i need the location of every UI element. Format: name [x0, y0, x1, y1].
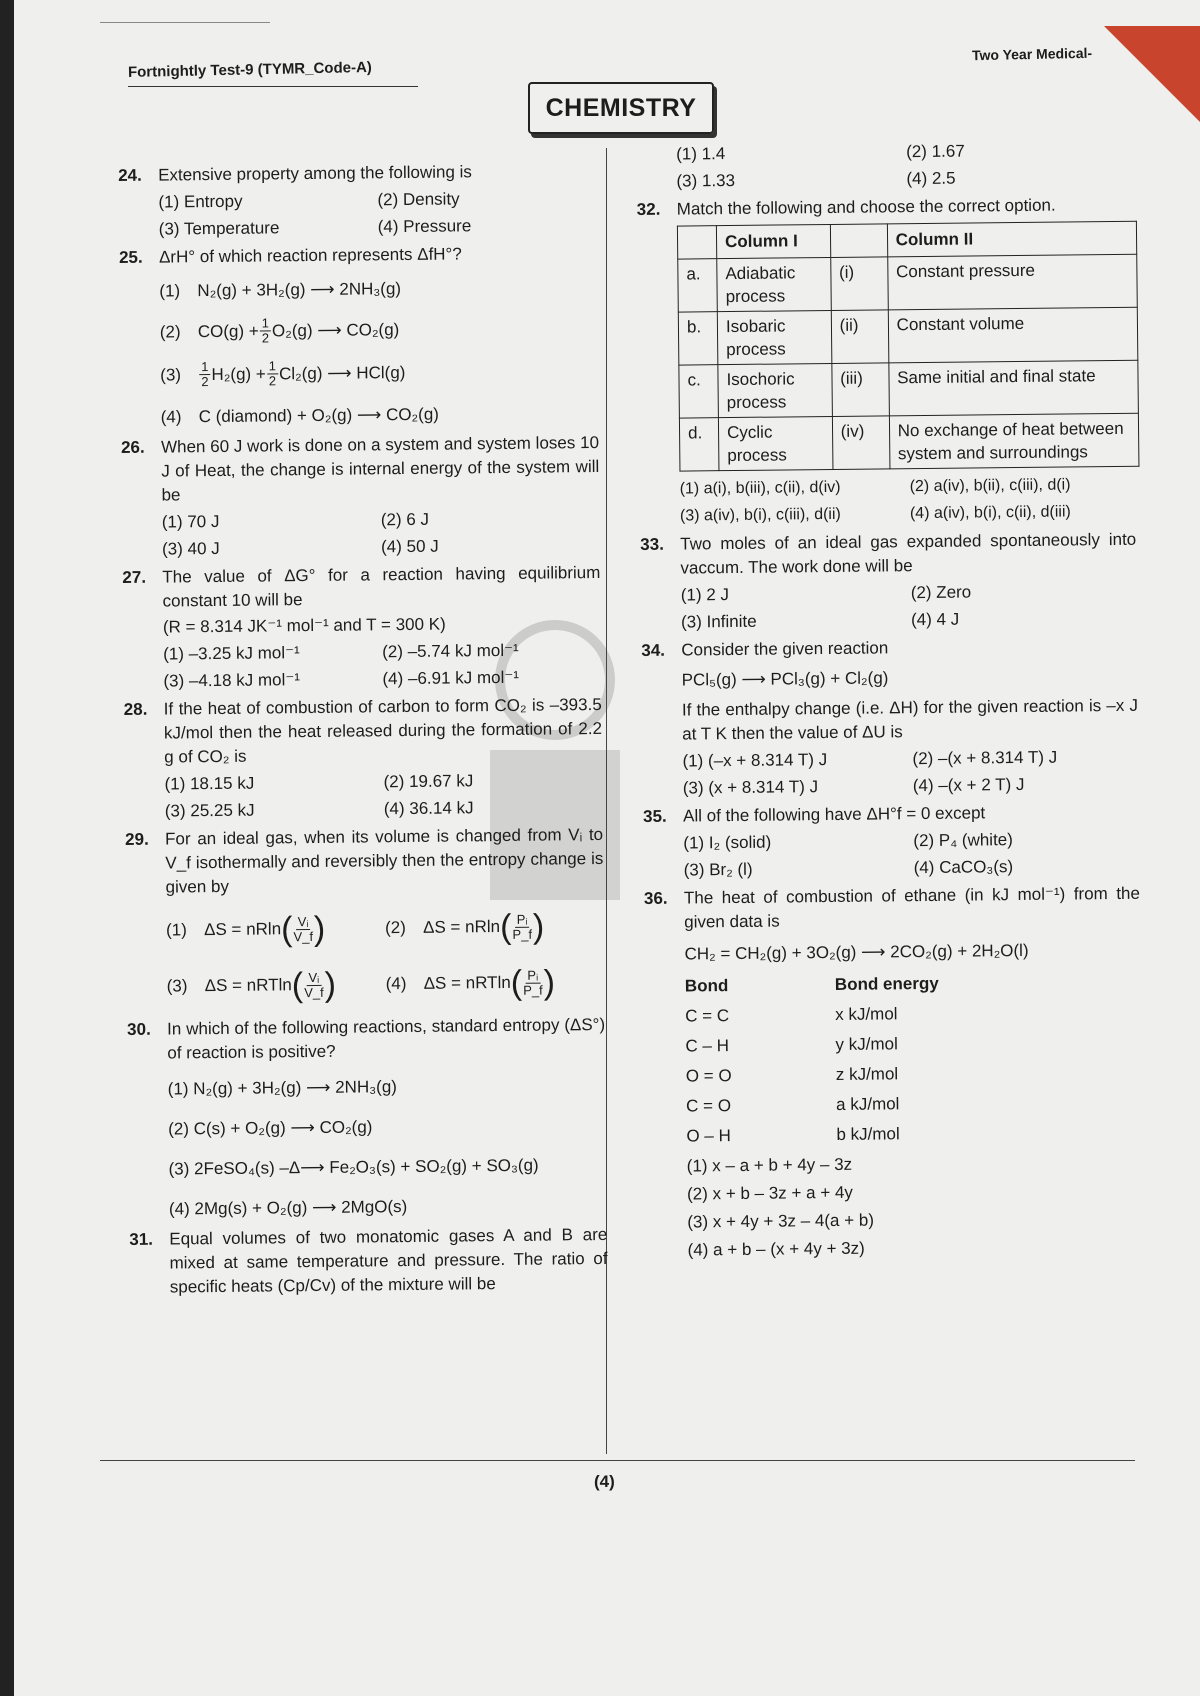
option[interactable]: (2) –5.74 kJ mol⁻¹ [382, 640, 519, 662]
option[interactable]: (1) 1.4 [676, 144, 726, 164]
option[interactable]: (2) C(s) + O₂(g) ⟶ CO₂(g) [168, 1117, 373, 1139]
match-table [677, 221, 1140, 472]
option[interactable]: (4) –(x + 2 T) J [912, 774, 1025, 796]
option[interactable]: (2) x + b – 3z + a + 4y [686, 1182, 853, 1204]
option[interactable]: (4) CaCO₃(s) [913, 857, 1014, 878]
header-underline [128, 86, 418, 87]
option[interactable]: (1) (–x + 8.314 T) J [682, 750, 828, 771]
option[interactable]: (4) 36.14 kJ [383, 798, 474, 819]
option[interactable]: (3) 2FeSO₄(s) –Δ⟶ Fe₂O₃(s) + SO₂(g) + SO₃(g) [168, 1155, 539, 1179]
question-32: 32. Match the following and choose the correct option. Column I Column II a. Adiabatic process (i) Constant pressure b. Isobaric process (ii) Constant volume c. Isochoric process (iii) Same initial and final state d. Cyclic process (iv) No exchange of heat between system and surroundings (1) a(i), b(iii), c(ii), d(iv) (2) a(iv), b(ii), c(iii), d(i) (3) a(iv), b(i), c(iii), d(ii) (4) a(iv), b(i), c(ii), d(iii) [637, 193, 1136, 529]
question-35: 35. All of the following have ΔH°f = 0 except (1) I₂ (solid) (2) P₄ (white) (3) Br₂ (l) (4) CaCO₃(s) [643, 800, 1140, 883]
reaction-equation: PCl₅(g) ⟶ PCl₃(g) + Cl₂(g) [681, 668, 889, 690]
page-number: (4) [594, 1472, 615, 1491]
option[interactable]: (3) a(iv), b(i), c(iii), d(ii) [679, 505, 841, 525]
reaction-equation: CH₂ = CH₂(g) + 3O₂(g) ⟶ 2CO₂(g) + 2H₂O(l) [684, 940, 1029, 964]
question-29: 29. For an ideal gas, when its volume is changed from Vᵢ to V_f isothermally and reversibly then the entropy change is given by (1) ΔS = nRln ( $\frac{\text{Vᵢ}}{V\_f}$ ) (2) ΔS = nRln ( $\frac{\text{Pᵢ}}{P\_f}$ ) (3) ΔS = nRTln ( $\frac{\text{Vᵢ}}{V\_f}$ ) (4) ΔS = nRTln ( $\frac{\text{Pᵢ}}{P\_f}$ ) [125, 824, 604, 1005]
option[interactable]: (3) Temperature [158, 218, 280, 239]
subject-title: CHEMISTRY [528, 82, 714, 134]
table-row: c. Isochoric process (iii) Same initial and final state [679, 360, 1139, 418]
option[interactable]: (2) Zero [910, 582, 972, 603]
option[interactable]: (3) Br₂ (l) [683, 859, 753, 880]
option[interactable]: (4) 50 J [380, 536, 439, 557]
option[interactable]: (3) x + 4y + 3z – 4(a + b) [687, 1210, 875, 1232]
top-rule [100, 22, 270, 23]
option[interactable]: (1) I₂ (solid) [683, 832, 772, 853]
constants-note: (R = 8.314 JK⁻¹ mol⁻¹ and T = 300 K) [162, 614, 446, 637]
question-26: 26. When 60 J work is done on a system and system loses 10 J of Heat, the change is internal energy of the system will be (1) 70 J (2) 6 J (3) 40 J (4) 50 J [121, 431, 600, 562]
option[interactable]: (3) 1.33 [676, 170, 736, 191]
question-34: 34. Consider the given reaction PCl₅(g) ⟶ PCl₃(g) + Cl₂(g) If the enthalpy change (i.e. ΔH) for the given reaction is –x J at T K then the value of ΔU is (1) (–x + 8.314 T) J (2) –(x + 8.314 T) J (3) (x + 8.314 T) J (4) –(x + 2 T) J [641, 634, 1139, 801]
option[interactable]: (2) CO(g) + $\frac{1}{2}$ O₂(g) ⟶ CO₂(g) [159, 315, 400, 346]
table-row: a. Adiabatic process (i) Constant pressure [678, 254, 1138, 312]
option[interactable]: (3) Infinite [680, 611, 757, 632]
option[interactable]: (4) ΔS = nRTln ( $\frac{\text{Pᵢ}}{P\_f}$ ) [385, 963, 556, 1002]
option[interactable]: (4) 2.5 [906, 168, 956, 189]
option[interactable]: (1) –3.25 kJ mol⁻¹ [163, 643, 300, 664]
column-header: Column II [887, 221, 1137, 257]
question-31: 31. Equal volumes of two monatomic gases A and B are mixed at same temperature and pressure. The ratio of specific heats (Cp/Cv) of the mixture will be [129, 1224, 608, 1297]
option[interactable]: (2) Density [377, 189, 460, 210]
option[interactable]: (4) –6.91 kJ mol⁻¹ [382, 667, 520, 689]
option[interactable]: (1) 18.15 kJ [164, 773, 255, 794]
course-header: Two Year Medical- [971, 44, 1093, 64]
option[interactable]: (3) 40 J [161, 538, 220, 559]
right-column [636, 135, 1144, 1267]
option[interactable]: (3) $\frac{1}{2}$ H₂(g) + $\frac{1}{2}$ Cl₂(g) ⟶ HCl(g) [160, 358, 406, 390]
option[interactable]: (1) 2 J [680, 585, 730, 605]
option[interactable]: (2) –(x + 8.314 T) J [912, 747, 1058, 769]
option[interactable]: (1) N₂(g) + 3H₂(g) ⟶ 2NH₃(g) [167, 1077, 397, 1099]
option[interactable]: (1) a(i), b(iii), c(ii), d(iv) [679, 478, 841, 498]
option[interactable]: (2) ΔS = nRln ( $\frac{\text{Pᵢ}}{P\_f}$ ) [384, 907, 545, 947]
footer-rule [100, 1460, 1135, 1461]
option[interactable]: (4) a + b – (x + 4y + 3z) [687, 1238, 865, 1260]
question-24: 24. Extensive property among the following is (1) Entropy (2) Density (3) Temperature (4) Pressure [118, 159, 597, 242]
option[interactable]: (1) Entropy [158, 191, 243, 212]
bond-energy-table: Bond Bond energy C = C x kJ/mol C – H y kJ/mol O = O z kJ/mol C = O a kJ/mol O – H b kJ/mol [684, 973, 939, 1146]
question-33: 33. Two moles of an ideal gas expanded spontaneously into vaccum. The work done will be (1) 2 J (2) Zero (3) Infinite (4) 4 J [640, 528, 1137, 635]
left-column [118, 155, 608, 1300]
question-25: 25. ΔrH° of which reaction represents ΔfH°? (1) N₂(g) + 3H₂(g) ⟶ 2NH₃(g) (2) CO(g) + $\frac{1}{2}$ O₂(g) ⟶ CO₂(g) (3) $\frac{1}{2}$ H₂(g) + $\frac{1}{2}$ Cl₂(g) ⟶ HCl(g) (4) C (diamond) + O₂(g) ⟶ CO₂(g) [119, 241, 599, 430]
option[interactable]: (4) 2Mg(s) + O₂(g) ⟶ 2MgO(s) [168, 1197, 408, 1219]
option[interactable]: (3) (x + 8.314 T) J [682, 777, 819, 798]
corner-ribbon [1104, 26, 1200, 122]
option[interactable]: (3) ΔS = nRTln ( $\frac{\text{Vᵢ}}{V\_f}$ ) [166, 965, 337, 1005]
table-row: d. Cyclic process (iv) No exchange of heat between system and surroundings [679, 413, 1139, 471]
option[interactable]: (4) 4 J [910, 609, 960, 630]
question-30: 30. In which of the following reactions, standard entropy (ΔS°) of reaction is positive? (1) N₂(g) + 3H₂(g) ⟶ 2NH₃(g) (2) C(s) + O₂(g) ⟶ CO₂(g) (3) 2FeSO₄(s) –Δ⟶ Fe₂O₃(s) + SO₂(g) + SO₃(g) (4) 2Mg(s) + O₂(g) ⟶ 2MgO(s) [127, 1013, 607, 1222]
column-header: Column I [716, 224, 830, 258]
option[interactable]: (2) 19.67 kJ [383, 771, 474, 792]
option[interactable]: (1) ΔS = nRln ( $\frac{\text{Vᵢ}}{V\_f}$ ) [165, 909, 326, 949]
option[interactable]: (2) 1.67 [906, 141, 965, 162]
test-code-header: Fortnightly Test-9 (TYMR_Code-A) [127, 58, 372, 81]
question-36: 36. The heat of combustion of ethane (in kJ mol⁻¹) from the given data is CH₂ = CH₂(g) + 3O₂(g) ⟶ 2CO₂(g) + 2H₂O(l) Bond Bond energy C = C x kJ/mol C – H y kJ/mol O = O z kJ/mol C = O a kJ/mol O – H b kJ/mol (1) x – a + b + 4y – 3z (2) x + b – 3z + a + 4y (3) x + 4y + 3z – 4(a + b) (4) a + b – (x + 4y + 3z) [644, 882, 1144, 1263]
option[interactable]: (2) a(iv), b(ii), c(iii), d(i) [909, 476, 1071, 496]
scan-edge [0, 0, 14, 1696]
option[interactable]: (2) 6 J [380, 509, 430, 530]
option[interactable]: (2) P₄ (white) [913, 830, 1013, 851]
option[interactable]: (4) Pressure [377, 216, 472, 237]
question-31-options [636, 138, 1133, 194]
option[interactable]: (4) a(iv), b(i), c(ii), d(iii) [909, 503, 1071, 523]
option[interactable]: (4) C (diamond) + O₂(g) ⟶ CO₂(g) [160, 404, 439, 427]
option[interactable]: (3) –4.18 kJ mol⁻¹ [163, 670, 301, 691]
fraction: $\frac{1}{2}$ [268, 358, 277, 389]
fraction: $\frac{1}{2}$ [261, 315, 270, 346]
question-28: 28. If the heat of combustion of carbon to form CO₂ is –393.5 kJ/mol then the heat released during the formation of 2.2 g of CO₂ is (1) 18.15 kJ (2) 19.67 kJ (3) 25.25 kJ (4) 36.14 kJ [124, 693, 603, 824]
question-27: 27. The value of ΔG° for a reaction having equilibrium constant 10 will be (R = 8.314 JK⁻¹ mol⁻¹ and T = 300 K) (1) –3.25 kJ mol⁻¹ (2) –5.74 kJ mol⁻¹ (3) –4.18 kJ mol⁻¹ (4) –6.91 kJ mol⁻¹ [122, 561, 601, 694]
fraction: $\frac{1}{2}$ [201, 359, 209, 390]
option[interactable]: (3) 25.25 kJ [164, 800, 255, 821]
option[interactable]: (1) x – a + b + 4y – 3z [686, 1154, 853, 1176]
table-row: b. Isobaric process (ii) Constant volume [678, 307, 1138, 365]
option[interactable]: (1) N₂(g) + 3H₂(g) ⟶ 2NH₃(g) [159, 279, 402, 301]
option[interactable]: (1) 70 J [161, 511, 220, 532]
